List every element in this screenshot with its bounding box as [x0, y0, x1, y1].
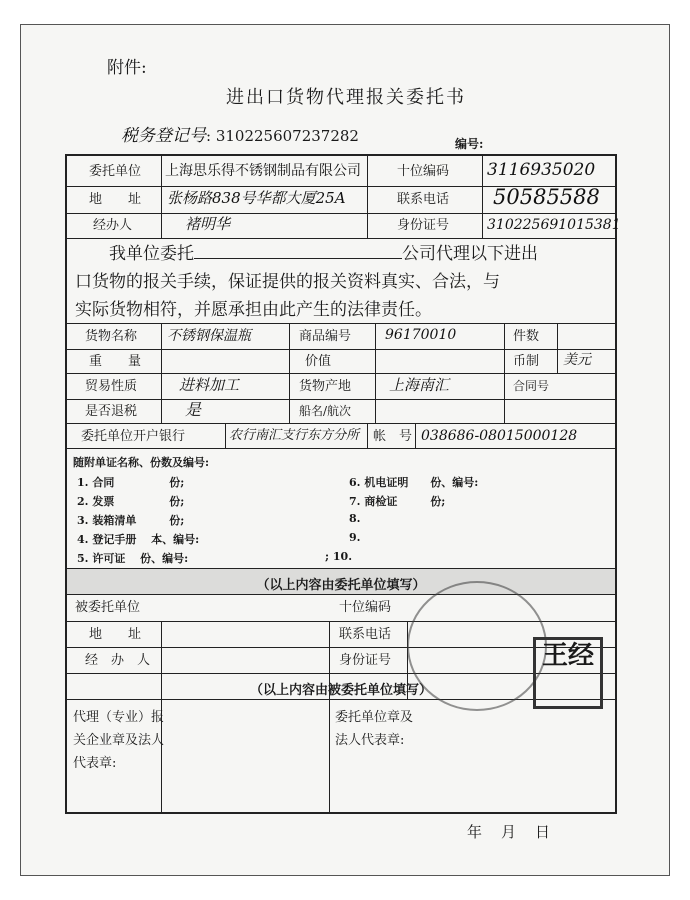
agent-id-label: 身份证号 [339, 653, 392, 668]
origin-label: 货物产地 [299, 379, 352, 394]
weight-label: 重 量 [89, 354, 142, 369]
origin-value: 上海南汇 [389, 376, 450, 394]
statement-line1b: 公司代理以下进出 [402, 244, 538, 264]
handler-value: 褚明华 [185, 215, 231, 233]
statement [75, 240, 609, 324]
trade-label: 贸易性质 [85, 379, 138, 394]
document-item: ; 10. [325, 550, 353, 563]
agent-unit-label: 被委托单位 [75, 600, 141, 615]
address-value: 张杨路838号华都大厦25A [167, 189, 346, 207]
main-form [65, 154, 621, 814]
principal-fill-note: （以上内容由委托单位填写） [256, 578, 426, 593]
trade-value: 进料加工 [179, 376, 240, 394]
documents-heading: 随附单证名称、份数及编号: [73, 456, 210, 469]
personal-seal: 王经 [533, 637, 603, 709]
document-item: 3. 装箱清单 份; [77, 514, 185, 527]
agent-phone-label: 联系电话 [339, 627, 392, 642]
phone-value: 50585588 [493, 185, 600, 209]
document-item: 9. [349, 531, 361, 544]
date-label: 年 月 日 [467, 823, 553, 841]
id-label: 身份证号 [397, 218, 450, 233]
goods-name-value: 不锈钢保温瓶 [167, 328, 251, 344]
rebate-label: 是否退税 [85, 404, 138, 419]
agent-company-blank [194, 242, 402, 259]
tax-registration: 税务登记号: 310225607237282 [121, 126, 359, 146]
vessel-label: 船名/航次 [299, 404, 352, 418]
tax-number: 310225607237282 [215, 127, 359, 145]
document-item: 2. 发票 份; [77, 495, 185, 508]
agent-handler-label: 经 办 人 [85, 653, 151, 668]
unit-value: 上海思乐得不锈钢制品有限公司 [165, 163, 361, 179]
pieces-label: 件数 [513, 329, 540, 344]
attachment-label: 附件: [107, 58, 147, 78]
currency-value: 美元 [563, 352, 591, 368]
goods-code-value: 96170010 [385, 327, 457, 343]
agent-address-label: 地 址 [89, 627, 142, 642]
tax-label: 税务登记号 [121, 126, 206, 146]
currency-label: 币制 [513, 354, 540, 369]
document-item: 5. 许可证 份、编号: [77, 552, 189, 565]
goods-name-label: 货物名称 [85, 329, 138, 344]
statement-line1a: 我单位委托 [109, 244, 194, 264]
document-item: 4. 登记手册 本、编号: [77, 533, 200, 546]
account-label: 帐 号 [373, 429, 413, 444]
value-label: 价值 [305, 354, 332, 369]
statement-line2: 口货物的报关手续，保证提供的报关资料真实、合法，与 [75, 272, 500, 292]
form-sheet [20, 24, 670, 876]
id-value: 310225691015381 [487, 217, 621, 233]
document-item: 8. [349, 512, 361, 525]
account-value: 038686-08015000128 [421, 428, 578, 444]
contract-label: 合同号 [513, 379, 550, 393]
unit-label: 委托单位 [89, 164, 142, 179]
page-title: 进出口货物代理报关委托书 [226, 87, 466, 108]
document-item: 7. 商检证 份; [349, 495, 446, 508]
agent-code-label: 十位编码 [339, 600, 392, 615]
serial-label: 编号: [455, 137, 484, 151]
company-stamp [407, 581, 547, 711]
code-value: 3116935020 [487, 160, 596, 180]
agent-seal-label: 代理（专业）报关企业章及法人代表章: [73, 710, 165, 771]
document-item: 1. 合同 份; [77, 476, 185, 489]
bank-value: 农行南汇支行东方分所 [229, 428, 360, 443]
rebate-value: 是 [185, 400, 202, 419]
agent-fill-note: （以上内容由被委托单位填写） [249, 683, 432, 698]
address-label: 地 址 [89, 192, 142, 207]
goods-code-label: 商品编号 [299, 329, 352, 344]
principal-seal-label: 委托单位章及法人代表章: [335, 710, 414, 748]
handler-label: 经办人 [93, 218, 133, 233]
bank-label: 委托单位开户银行 [81, 429, 186, 444]
code-label: 十位编码 [397, 164, 450, 179]
document-item: 6. 机电证明 份、编号: [349, 476, 479, 489]
statement-line3: 实际货物相符，并愿承担由此产生的法律责任。 [75, 300, 432, 320]
phone-label: 联系电话 [397, 192, 450, 207]
